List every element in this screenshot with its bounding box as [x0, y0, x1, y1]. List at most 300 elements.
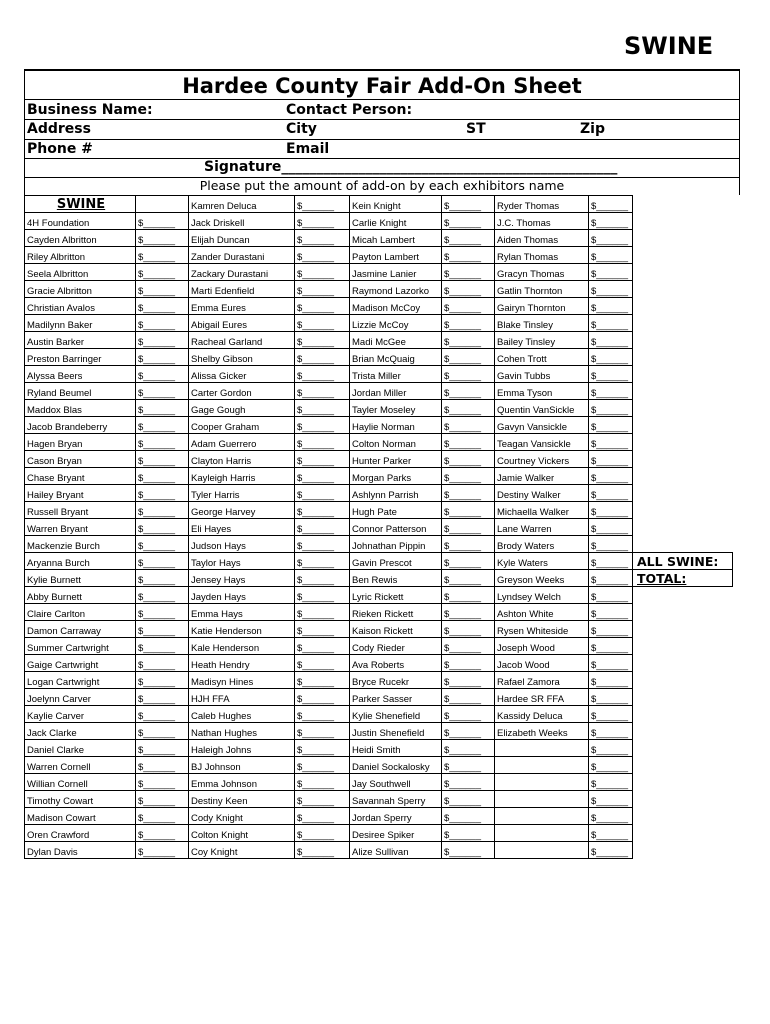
amount-field[interactable]: $______	[136, 655, 189, 672]
exhibitor-name: Timothy Cowart	[25, 791, 136, 808]
amount-field[interactable]: $______	[136, 366, 189, 383]
amount-field[interactable]: $______	[442, 230, 495, 247]
amount-field[interactable]: $______	[589, 298, 633, 315]
amount-field[interactable]: $______	[442, 417, 495, 434]
amount-field[interactable]: $______	[295, 536, 350, 553]
exhibitor-name: Brody Waters	[495, 536, 589, 553]
exhibitor-name: Aiden Thomas	[495, 230, 589, 247]
amount-field[interactable]: $______	[589, 655, 633, 672]
amount-field[interactable]: $______	[136, 281, 189, 298]
empty-cell	[633, 723, 733, 740]
amount-field[interactable]: $______	[442, 791, 495, 808]
amount-field[interactable]: $______	[442, 468, 495, 485]
amount-field[interactable]: $______	[136, 689, 189, 706]
amount-field[interactable]: $______	[589, 740, 633, 757]
exhibitor-name: Trista Miller	[350, 366, 442, 383]
exhibitor-name: Summer Cartwright	[25, 638, 136, 655]
empty-cell	[633, 604, 733, 621]
empty-cell	[633, 519, 733, 536]
exhibitor-name: Adam Guerrero	[189, 434, 295, 451]
amount-field[interactable]: $______	[295, 417, 350, 434]
amount-field[interactable]: $______	[442, 621, 495, 638]
all-swine-label: ALL SWINE:	[633, 553, 733, 570]
amount-field[interactable]: $______	[442, 842, 495, 859]
amount-field[interactable]: $______	[589, 706, 633, 723]
table-row	[25, 808, 733, 825]
amount-field[interactable]: $______	[442, 604, 495, 621]
amount-field[interactable]: $______	[136, 706, 189, 723]
exhibitor-name: Aryanna Burch	[25, 553, 136, 570]
amount-field[interactable]: $______	[295, 366, 350, 383]
amount-field[interactable]: $______	[589, 213, 633, 230]
amount-field[interactable]: $______	[442, 213, 495, 230]
exhibitor-name: Rafael Zamora	[495, 672, 589, 689]
amount-field[interactable]: $______	[589, 349, 633, 366]
amount-field[interactable]: $______	[136, 434, 189, 451]
amount-field[interactable]: $______	[442, 298, 495, 315]
amount-field[interactable]: $______	[589, 808, 633, 825]
exhibitor-name: Maddox Blas	[25, 400, 136, 417]
table-row	[25, 196, 733, 213]
exhibitor-name: Cayden Albritton	[25, 230, 136, 247]
exhibitor-name: Zackary Durastani	[189, 264, 295, 281]
phone-label: Phone #	[27, 141, 93, 157]
table-row	[25, 468, 733, 485]
amount-field[interactable]: $______	[136, 740, 189, 757]
exhibitor-name: Haleigh Johns	[189, 740, 295, 757]
amount-field[interactable]: $______	[442, 332, 495, 349]
amount-field[interactable]: $______	[442, 723, 495, 740]
table-row	[25, 400, 733, 417]
exhibitor-name: Rieken Rickett	[350, 604, 442, 621]
exhibitor-name: Lane Warren	[495, 519, 589, 536]
exhibitor-name: Jordan Sperry	[350, 808, 442, 825]
exhibitor-name: Taylor Hays	[189, 553, 295, 570]
exhibitor-table	[24, 195, 733, 859]
amount-field[interactable]: $______	[295, 502, 350, 519]
exhibitor-name: Damon Carraway	[25, 621, 136, 638]
amount-field[interactable]: $______	[589, 774, 633, 791]
table-row	[25, 315, 733, 332]
row-rule-2	[24, 139, 740, 140]
amount-field[interactable]: $______	[136, 587, 189, 604]
exhibitor-name: Jayden Hays	[189, 587, 295, 604]
amount-field[interactable]: $______	[589, 468, 633, 485]
empty-cell	[633, 196, 733, 213]
amount-field[interactable]: $______	[295, 689, 350, 706]
amount-field[interactable]: $______	[589, 638, 633, 655]
exhibitor-name: J.C. Thomas	[495, 213, 589, 230]
amount-field[interactable]: $______	[295, 264, 350, 281]
exhibitor-name	[495, 808, 589, 825]
exhibitor-name: Clayton Harris	[189, 451, 295, 468]
exhibitor-name: Connor Patterson	[350, 519, 442, 536]
exhibitor-name: Joseph Wood	[495, 638, 589, 655]
amount-field[interactable]: $______	[442, 655, 495, 672]
amount-field[interactable]: $______	[442, 196, 495, 213]
exhibitor-name: Warren Cornell	[25, 757, 136, 774]
amount-field[interactable]: $______	[136, 451, 189, 468]
empty-cell	[633, 672, 733, 689]
exhibitor-name: HJH FFA	[189, 689, 295, 706]
amount-field[interactable]: $______	[136, 570, 189, 587]
amount-field[interactable]: $______	[136, 808, 189, 825]
amount-field[interactable]: $______	[136, 417, 189, 434]
table-row	[25, 417, 733, 434]
amount-field[interactable]: $______	[589, 400, 633, 417]
exhibitor-name: Micah Lambert	[350, 230, 442, 247]
exhibitor-name: Gairyn Thornton	[495, 298, 589, 315]
amount-field[interactable]: $______	[589, 570, 633, 587]
table-row	[25, 672, 733, 689]
amount-field[interactable]: $______	[589, 451, 633, 468]
amount-field[interactable]: $______	[295, 400, 350, 417]
amount-field[interactable]: $______	[442, 774, 495, 791]
amount-field[interactable]: $______	[136, 672, 189, 689]
amount-field[interactable]: $______	[442, 808, 495, 825]
amount-field[interactable]: $______	[589, 689, 633, 706]
table-row	[25, 366, 733, 383]
amount-field[interactable]: $______	[295, 740, 350, 757]
amount-field[interactable]: $______	[589, 842, 633, 859]
amount-field[interactable]: $______	[442, 740, 495, 757]
amount-field[interactable]: $______	[295, 655, 350, 672]
contact-person-label: Contact Person:	[286, 102, 413, 118]
amount-field[interactable]: $______	[589, 519, 633, 536]
amount-field[interactable]: $______	[442, 383, 495, 400]
amount-field[interactable]: $______	[295, 196, 350, 213]
amount-field[interactable]: $______	[442, 451, 495, 468]
exhibitor-name: Hailey Bryant	[25, 485, 136, 502]
amount-field[interactable]: $______	[589, 791, 633, 808]
table-row	[25, 553, 733, 570]
exhibitor-name: Destiny Keen	[189, 791, 295, 808]
exhibitor-name: Chase Bryant	[25, 468, 136, 485]
amount-field[interactable]: $______	[136, 230, 189, 247]
amount-field[interactable]: $______	[136, 315, 189, 332]
amount-field[interactable]: $______	[295, 587, 350, 604]
exhibitor-name: Gracie Albritton	[25, 281, 136, 298]
table-row	[25, 349, 733, 366]
amount-field	[136, 196, 189, 213]
amount-field[interactable]: $______	[589, 383, 633, 400]
amount-field[interactable]: $______	[442, 315, 495, 332]
exhibitor-name: Justin Shenefield	[350, 723, 442, 740]
exhibitor-name: 4H Foundation	[25, 213, 136, 230]
exhibitor-name: Johnathan Pippin	[350, 536, 442, 553]
amount-field[interactable]: $______	[589, 366, 633, 383]
amount-field[interactable]: $______	[136, 536, 189, 553]
exhibitor-name: Abby Burnett	[25, 587, 136, 604]
exhibitor-name: Rysen Whiteside	[495, 621, 589, 638]
exhibitor-name: Hunter Parker	[350, 451, 442, 468]
table-row	[25, 213, 733, 230]
amount-field[interactable]: $______	[136, 383, 189, 400]
table-row	[25, 298, 733, 315]
exhibitor-name: Rylan Thomas	[495, 247, 589, 264]
amount-field[interactable]: $______	[589, 230, 633, 247]
amount-field[interactable]: $______	[136, 332, 189, 349]
exhibitor-name: Bailey Tinsley	[495, 332, 589, 349]
amount-field[interactable]: $______	[295, 519, 350, 536]
signature-line[interactable]: Signature________________________________________________	[204, 159, 618, 175]
exhibitor-name: Preston Barringer	[25, 349, 136, 366]
amount-field[interactable]: $______	[136, 621, 189, 638]
amount-field[interactable]: $______	[442, 281, 495, 298]
form-title: Hardee County Fair Add-On Sheet	[182, 74, 582, 98]
amount-field[interactable]: $______	[442, 502, 495, 519]
empty-cell	[633, 655, 733, 672]
exhibitor-name: Emma Eures	[189, 298, 295, 315]
empty-cell	[633, 825, 733, 842]
amount-field[interactable]: $______	[295, 332, 350, 349]
amount-field[interactable]: $______	[589, 672, 633, 689]
empty-cell	[633, 536, 733, 553]
amount-field[interactable]: $______	[136, 638, 189, 655]
amount-field[interactable]: $______	[295, 672, 350, 689]
exhibitor-name: Shelby Gibson	[189, 349, 295, 366]
amount-field[interactable]: $______	[295, 247, 350, 264]
business-name-label: Business Name:	[27, 102, 153, 118]
empty-cell	[633, 383, 733, 400]
amount-field[interactable]: $______	[136, 400, 189, 417]
amount-field[interactable]: $______	[136, 502, 189, 519]
amount-field[interactable]: $______	[442, 587, 495, 604]
amount-field[interactable]: $______	[589, 264, 633, 281]
exhibitor-name: Joelynn Carver	[25, 689, 136, 706]
exhibitor-name: Christian Avalos	[25, 298, 136, 315]
amount-field[interactable]: $______	[442, 536, 495, 553]
amount-field[interactable]: $______	[295, 298, 350, 315]
amount-field[interactable]: $______	[589, 417, 633, 434]
table-row	[25, 723, 733, 740]
exhibitor-name: Gavyn Vansickle	[495, 417, 589, 434]
exhibitor-name: Jacob Brandeberry	[25, 417, 136, 434]
amount-field[interactable]: $______	[295, 842, 350, 859]
amount-field[interactable]: $______	[589, 825, 633, 842]
amount-field[interactable]: $______	[295, 706, 350, 723]
exhibitor-name: Alissa Gicker	[189, 366, 295, 383]
amount-field[interactable]: $______	[136, 298, 189, 315]
amount-field[interactable]: $______	[442, 672, 495, 689]
amount-field[interactable]: $______	[295, 213, 350, 230]
amount-field[interactable]: $______	[442, 434, 495, 451]
amount-field[interactable]: $______	[295, 485, 350, 502]
exhibitor-name: Alyssa Beers	[25, 366, 136, 383]
empty-cell	[633, 502, 733, 519]
instruction-text: Please put the amount of add-on by each exhibitors name	[199, 178, 565, 193]
amount-field[interactable]: $______	[295, 451, 350, 468]
amount-field[interactable]: $______	[589, 621, 633, 638]
amount-field[interactable]: $______	[442, 757, 495, 774]
exhibitor-name: Lyndsey Welch	[495, 587, 589, 604]
empty-cell	[633, 417, 733, 434]
amount-field[interactable]: $______	[295, 230, 350, 247]
exhibitor-name: Ashlynn Parrish	[350, 485, 442, 502]
empty-cell	[633, 485, 733, 502]
amount-field[interactable]: $______	[295, 383, 350, 400]
table-row	[25, 791, 733, 808]
amount-field[interactable]: $______	[589, 604, 633, 621]
amount-field[interactable]: $______	[442, 706, 495, 723]
amount-field[interactable]: $______	[295, 468, 350, 485]
amount-field[interactable]: $______	[295, 621, 350, 638]
empty-cell	[633, 400, 733, 417]
amount-field[interactable]: $______	[136, 774, 189, 791]
amount-field[interactable]: $______	[295, 281, 350, 298]
amount-field[interactable]: $______	[136, 485, 189, 502]
amount-field[interactable]: $______	[442, 519, 495, 536]
exhibitor-name: Katie Henderson	[189, 621, 295, 638]
table-row	[25, 570, 733, 587]
exhibitor-name: Gage Gough	[189, 400, 295, 417]
empty-cell	[633, 774, 733, 791]
exhibitor-name: Jordan Miller	[350, 383, 442, 400]
amount-field[interactable]: $______	[589, 757, 633, 774]
table-row	[25, 264, 733, 281]
amount-field[interactable]: $______	[295, 825, 350, 842]
empty-cell	[633, 689, 733, 706]
exhibitor-name: Madilynn Baker	[25, 315, 136, 332]
amount-field[interactable]: $______	[442, 366, 495, 383]
amount-field[interactable]: $______	[136, 468, 189, 485]
amount-field[interactable]: $______	[589, 315, 633, 332]
exhibitor-name: Kamren Deluca	[189, 196, 295, 213]
exhibitor-name: Ryder Thomas	[495, 196, 589, 213]
amount-field[interactable]: $______	[442, 400, 495, 417]
amount-field[interactable]: $______	[136, 519, 189, 536]
exhibitor-name: Colton Norman	[350, 434, 442, 451]
amount-field[interactable]: $______	[295, 604, 350, 621]
empty-cell	[633, 587, 733, 604]
amount-field[interactable]: $______	[589, 553, 633, 570]
empty-cell	[633, 230, 733, 247]
table-row	[25, 604, 733, 621]
amount-field[interactable]: $______	[136, 213, 189, 230]
empty-cell	[633, 434, 733, 451]
amount-field[interactable]: $______	[442, 349, 495, 366]
amount-field[interactable]: $______	[295, 434, 350, 451]
amount-field[interactable]: $______	[442, 247, 495, 264]
exhibitor-name: Ashton White	[495, 604, 589, 621]
exhibitor-name: Morgan Parks	[350, 468, 442, 485]
amount-field[interactable]: $______	[136, 553, 189, 570]
amount-field[interactable]: $______	[295, 553, 350, 570]
amount-field[interactable]: $______	[136, 349, 189, 366]
amount-field[interactable]: $______	[589, 434, 633, 451]
amount-field[interactable]: $______	[136, 791, 189, 808]
exhibitor-name: Desiree Spiker	[350, 825, 442, 842]
amount-field[interactable]: $______	[295, 791, 350, 808]
exhibitor-name: Kylie Shenefield	[350, 706, 442, 723]
amount-field[interactable]: $______	[442, 485, 495, 502]
exhibitor-name: Ryland Beumel	[25, 383, 136, 400]
exhibitor-name: Mackenzie Burch	[25, 536, 136, 553]
table-row	[25, 655, 733, 672]
exhibitor-name	[495, 825, 589, 842]
amount-field[interactable]: $______	[442, 570, 495, 587]
amount-field[interactable]: $______	[136, 825, 189, 842]
exhibitor-name: Greyson Weeks	[495, 570, 589, 587]
amount-field[interactable]: $______	[442, 689, 495, 706]
amount-field[interactable]: $______	[589, 281, 633, 298]
exhibitor-name: Gatlin Thornton	[495, 281, 589, 298]
table-row	[25, 638, 733, 655]
email-label: Email	[286, 141, 330, 157]
amount-field[interactable]: $______	[589, 723, 633, 740]
amount-field[interactable]: $______	[136, 723, 189, 740]
amount-field[interactable]: $______	[442, 638, 495, 655]
exhibitor-name: Elizabeth Weeks	[495, 723, 589, 740]
top-rule	[24, 69, 740, 71]
exhibitor-name: Kale Henderson	[189, 638, 295, 655]
exhibitor-name: Marti Edenfield	[189, 281, 295, 298]
exhibitor-name: Jasmine Lanier	[350, 264, 442, 281]
table-row	[25, 706, 733, 723]
exhibitor-name: Russell Bryant	[25, 502, 136, 519]
exhibitor-name: Kassidy Deluca	[495, 706, 589, 723]
amount-field[interactable]: $______	[442, 553, 495, 570]
exhibitor-name: Hagen Bryan	[25, 434, 136, 451]
empty-cell	[633, 213, 733, 230]
amount-field[interactable]: $______	[589, 536, 633, 553]
amount-field[interactable]: $______	[589, 196, 633, 213]
exhibitor-name	[495, 791, 589, 808]
empty-cell	[633, 740, 733, 757]
empty-cell	[633, 298, 733, 315]
amount-field[interactable]: $______	[589, 247, 633, 264]
table-row	[25, 757, 733, 774]
amount-field[interactable]: $______	[295, 774, 350, 791]
exhibitor-name: Carter Gordon	[189, 383, 295, 400]
empty-cell	[633, 332, 733, 349]
amount-field[interactable]: $______	[589, 502, 633, 519]
amount-field[interactable]: $______	[589, 485, 633, 502]
exhibitor-name: Kein Knight	[350, 196, 442, 213]
amount-field[interactable]: $______	[136, 842, 189, 859]
exhibitor-name: Racheal Garland	[189, 332, 295, 349]
exhibitor-name: Gaige Cartwright	[25, 655, 136, 672]
amount-field[interactable]: $______	[589, 332, 633, 349]
empty-cell	[633, 757, 733, 774]
amount-field[interactable]: $______	[136, 604, 189, 621]
table-row	[25, 519, 733, 536]
amount-field[interactable]: $______	[295, 349, 350, 366]
amount-field[interactable]: $______	[295, 315, 350, 332]
amount-field[interactable]: $______	[442, 264, 495, 281]
table-row	[25, 230, 733, 247]
amount-field[interactable]: $______	[295, 638, 350, 655]
table-row	[25, 502, 733, 519]
exhibitor-name: Daniel Clarke	[25, 740, 136, 757]
amount-field[interactable]: $______	[136, 247, 189, 264]
exhibitor-name: BJ Johnson	[189, 757, 295, 774]
amount-field[interactable]: $______	[295, 570, 350, 587]
amount-field[interactable]: $______	[136, 757, 189, 774]
exhibitor-name: Jay Southwell	[350, 774, 442, 791]
exhibitor-name: Ben Rewis	[350, 570, 442, 587]
exhibitor-name: Nathan Hughes	[189, 723, 295, 740]
amount-field[interactable]: $______	[442, 825, 495, 842]
amount-field[interactable]: $______	[295, 757, 350, 774]
amount-field[interactable]: $______	[589, 587, 633, 604]
amount-field[interactable]: $______	[295, 808, 350, 825]
amount-field[interactable]: $______	[136, 264, 189, 281]
amount-field[interactable]: $______	[295, 723, 350, 740]
corner-category-label: SWINE	[624, 32, 714, 60]
total-field[interactable]: TOTAL:	[633, 570, 733, 587]
exhibitor-name: Lyric Rickett	[350, 587, 442, 604]
